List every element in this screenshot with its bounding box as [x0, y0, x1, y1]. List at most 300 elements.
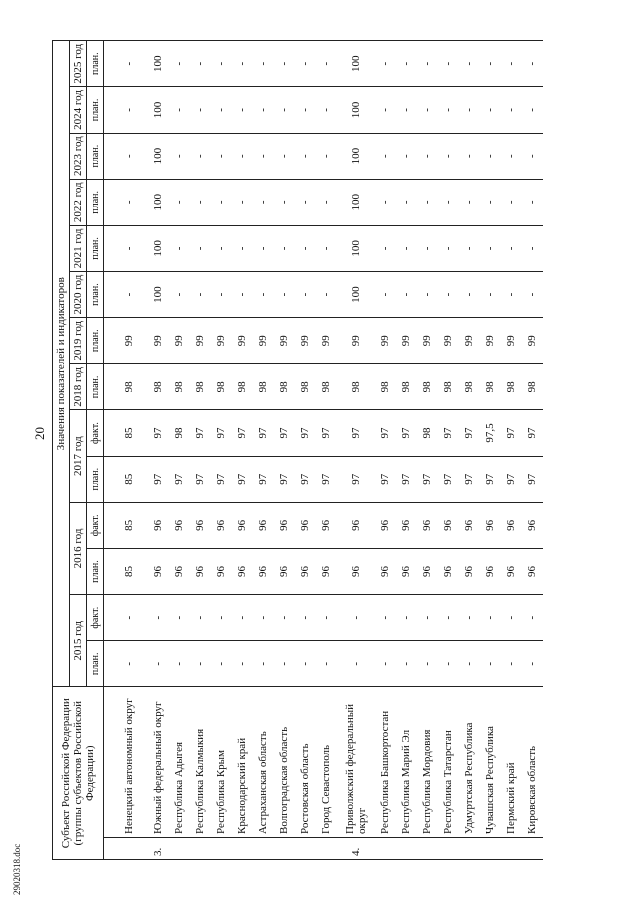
value-cell: - [417, 41, 438, 87]
value-cell: - [190, 87, 211, 133]
value-cell: - [274, 87, 295, 133]
value-cell: 96 [316, 502, 337, 548]
value-cell: - [110, 41, 148, 87]
row-index [295, 837, 316, 859]
value-cell: 96 [459, 502, 480, 548]
value-cell: 98 [110, 364, 148, 410]
year-header-2024: 2024 год [70, 87, 87, 133]
value-cell: - [522, 41, 543, 87]
table-row [211, 41, 232, 860]
subject-name: Приволжский федеральный округ [337, 687, 375, 838]
value-cell: 96 [337, 548, 375, 594]
value-cell: - [274, 272, 295, 318]
value-cell: 98 [232, 364, 253, 410]
value-cell: - [316, 133, 337, 179]
table-row [316, 41, 337, 860]
value-cell: 97 [274, 410, 295, 456]
value-cell: - [375, 87, 396, 133]
value-cell: 99 [396, 318, 417, 364]
value-cell: - [110, 641, 148, 687]
value-cell: 96 [211, 548, 232, 594]
value-cell: - [501, 87, 522, 133]
value-cell: - [190, 595, 211, 641]
value-cell: - [438, 225, 459, 271]
value-cell: 99 [480, 318, 501, 364]
value-cell: - [110, 225, 148, 271]
value-cell: 99 [438, 318, 459, 364]
table-row [522, 41, 543, 860]
value-cell: - [316, 272, 337, 318]
value-cell: 96 [190, 502, 211, 548]
value-cell: - [438, 272, 459, 318]
value-cell: - [232, 641, 253, 687]
value-cell: - [417, 179, 438, 225]
value-cell: 97 [375, 410, 396, 456]
value-cell: 96 [148, 502, 169, 548]
value-cell: - [190, 641, 211, 687]
row-index [190, 837, 211, 859]
row-index [480, 837, 501, 859]
value-cell: 100 [337, 87, 375, 133]
value-cell: 96 [274, 548, 295, 594]
value-cell: 97 [211, 456, 232, 502]
value-cell: 97 [316, 410, 337, 456]
value-cell: 97 [396, 410, 417, 456]
value-cell: - [375, 595, 396, 641]
year-header-2021: 2021 год [70, 225, 87, 271]
row-index: 4. [337, 837, 375, 859]
rotated-table-container [52, 40, 612, 860]
value-cell: - [480, 41, 501, 87]
value-cell: - [417, 87, 438, 133]
row-index [253, 837, 274, 859]
fact-header: факт. [87, 502, 104, 548]
value-cell: 99 [274, 318, 295, 364]
value-cell: - [396, 133, 417, 179]
value-cell: 97 [522, 456, 543, 502]
value-cell: - [148, 595, 169, 641]
value-cell: 98 [190, 364, 211, 410]
value-cell: - [501, 179, 522, 225]
value-cell: 100 [148, 225, 169, 271]
table-row [253, 41, 274, 860]
value-cell: - [480, 133, 501, 179]
value-cell: - [274, 595, 295, 641]
value-cell: - [169, 225, 190, 271]
value-cell: 99 [337, 318, 375, 364]
value-cell: - [169, 133, 190, 179]
value-cell: - [253, 595, 274, 641]
value-cell: 98 [480, 364, 501, 410]
value-cell: - [375, 41, 396, 87]
value-cell: 97 [232, 410, 253, 456]
row-index [522, 837, 543, 859]
value-cell: 96 [337, 502, 375, 548]
value-cell: 97,5 [480, 410, 501, 456]
value-cell: 97 [396, 456, 417, 502]
value-cell: 96 [459, 548, 480, 594]
fact-header: факт. [87, 410, 104, 456]
value-cell: - [295, 641, 316, 687]
value-cell: 96 [396, 502, 417, 548]
value-cell: 97 [211, 410, 232, 456]
value-cell: - [232, 87, 253, 133]
value-cell: - [459, 179, 480, 225]
table-row [501, 41, 522, 860]
value-cell: - [438, 87, 459, 133]
page-number: 20 [32, 427, 47, 440]
subject-name: Удмуртская Республика [459, 687, 480, 838]
subject-name: Республика Татарстан [438, 687, 459, 838]
subject-name: Краснодарский край [232, 687, 253, 838]
value-cell: 99 [190, 318, 211, 364]
value-cell: 96 [274, 502, 295, 548]
value-cell: - [459, 595, 480, 641]
value-cell: - [417, 641, 438, 687]
value-cell: - [211, 225, 232, 271]
plan-header: план. [87, 179, 104, 225]
value-cell: - [148, 641, 169, 687]
table-row [295, 41, 316, 860]
value-cell: - [375, 641, 396, 687]
plan-header: план. [87, 641, 104, 687]
value-cell: - [295, 595, 316, 641]
subject-name: Пермский край [501, 687, 522, 838]
value-cell: 100 [337, 225, 375, 271]
value-cell: 98 [274, 364, 295, 410]
value-cell: 99 [169, 318, 190, 364]
value-cell: 97 [337, 410, 375, 456]
subject-name: Астраханская область [253, 687, 274, 838]
value-cell: 99 [148, 318, 169, 364]
value-cell: 100 [337, 133, 375, 179]
value-cell: - [110, 133, 148, 179]
table-row [274, 41, 295, 860]
value-cell: - [316, 595, 337, 641]
value-cell: 97 [522, 410, 543, 456]
value-cell: - [190, 272, 211, 318]
value-cell: - [480, 179, 501, 225]
value-cell: - [169, 595, 190, 641]
value-cell: - [295, 225, 316, 271]
value-cell: 96 [375, 502, 396, 548]
value-cell: - [232, 272, 253, 318]
plan-header: план. [87, 225, 104, 271]
value-cell: 99 [253, 318, 274, 364]
table-row [417, 41, 438, 860]
row-index [396, 837, 417, 859]
plan-header: план. [87, 272, 104, 318]
value-cell: - [438, 595, 459, 641]
value-cell: 100 [148, 87, 169, 133]
value-cell: 97 [459, 410, 480, 456]
value-cell: - [522, 87, 543, 133]
value-cell: - [169, 641, 190, 687]
value-cell: - [169, 179, 190, 225]
value-cell: - [190, 41, 211, 87]
value-cell: 97 [375, 456, 396, 502]
value-cell: 98 [375, 364, 396, 410]
value-cell: 96 [501, 502, 522, 548]
value-cell: - [417, 272, 438, 318]
year-header-2015: 2015 год [70, 595, 87, 687]
value-cell: - [316, 179, 337, 225]
value-cell: 97 [480, 456, 501, 502]
value-cell: 97 [417, 456, 438, 502]
table-row [232, 41, 253, 860]
subject-name: Город Севастополь [316, 687, 337, 838]
subject-name: Кировская область [522, 687, 543, 838]
value-cell: 97 [253, 456, 274, 502]
value-cell: - [417, 225, 438, 271]
value-cell: 97 [274, 456, 295, 502]
value-cell: - [438, 133, 459, 179]
value-cell: 97 [316, 456, 337, 502]
row-index [110, 837, 148, 859]
value-cell: - [396, 87, 417, 133]
value-cell: - [274, 641, 295, 687]
value-cell: 100 [148, 272, 169, 318]
plan-header: план. [87, 456, 104, 502]
row-index [501, 837, 522, 859]
plan-header: план. [87, 87, 104, 133]
table-body [104, 41, 544, 860]
value-cell: - [316, 225, 337, 271]
table-row [480, 41, 501, 860]
value-cell: - [232, 133, 253, 179]
value-cell: 96 [169, 548, 190, 594]
value-cell: 96 [375, 548, 396, 594]
value-cell: - [480, 595, 501, 641]
value-cell: - [190, 133, 211, 179]
row-index [438, 837, 459, 859]
value-cell: - [211, 272, 232, 318]
value-cell: 96 [232, 548, 253, 594]
value-cell: 99 [295, 318, 316, 364]
value-cell: 96 [480, 502, 501, 548]
value-cell: 98 [522, 364, 543, 410]
value-cell: - [501, 133, 522, 179]
value-cell: - [274, 133, 295, 179]
value-cell: - [253, 179, 274, 225]
value-cell: - [522, 133, 543, 179]
value-cell: 97 [253, 410, 274, 456]
value-cell: 96 [417, 548, 438, 594]
value-cell: - [253, 272, 274, 318]
value-cell: - [169, 272, 190, 318]
value-cell: - [253, 641, 274, 687]
subject-name: Республика Марий Эл [396, 687, 417, 838]
row-index [274, 837, 295, 859]
value-cell: 85 [110, 548, 148, 594]
value-cell: - [480, 641, 501, 687]
value-cell: 98 [396, 364, 417, 410]
value-cell: 96 [253, 548, 274, 594]
value-cell: 97 [148, 410, 169, 456]
value-cell: - [501, 595, 522, 641]
value-cell: - [417, 133, 438, 179]
value-cell: - [480, 87, 501, 133]
value-cell: 97 [295, 456, 316, 502]
value-cell: - [396, 272, 417, 318]
row-index [169, 837, 190, 859]
value-cell: - [274, 225, 295, 271]
table-row [438, 41, 459, 860]
value-cell: 99 [110, 318, 148, 364]
value-cell: 98 [459, 364, 480, 410]
plan-header: план. [87, 41, 104, 87]
value-cell: - [375, 272, 396, 318]
value-cell: 96 [211, 502, 232, 548]
value-cell: 85 [110, 456, 148, 502]
subject-name: Ростовская область [295, 687, 316, 838]
value-cell: 100 [337, 179, 375, 225]
value-cell: 96 [522, 548, 543, 594]
value-cell: 99 [501, 318, 522, 364]
value-cell: 96 [253, 502, 274, 548]
value-cell: - [169, 87, 190, 133]
value-cell: - [316, 641, 337, 687]
row-index: 3. [148, 837, 169, 859]
value-cell: - [211, 41, 232, 87]
subject-name: Волгоградская область [274, 687, 295, 838]
value-cell: 97 [501, 456, 522, 502]
value-cell: 97 [169, 456, 190, 502]
value-cell: - [522, 179, 543, 225]
value-cell: - [110, 179, 148, 225]
value-cell: - [522, 641, 543, 687]
value-cell: 98 [316, 364, 337, 410]
row-index [232, 837, 253, 859]
table-row [375, 41, 396, 860]
value-cell: - [480, 225, 501, 271]
value-cell: 96 [190, 548, 211, 594]
value-cell: - [522, 595, 543, 641]
value-cell: 85 [110, 502, 148, 548]
value-cell: - [522, 272, 543, 318]
value-cell: - [375, 225, 396, 271]
value-cell: 100 [148, 179, 169, 225]
value-cell: - [253, 133, 274, 179]
value-cell: - [232, 225, 253, 271]
row-index [211, 837, 232, 859]
value-cell: - [253, 41, 274, 87]
value-cell: 97 [148, 456, 169, 502]
value-cell: 98 [169, 364, 190, 410]
value-cell: 97 [438, 456, 459, 502]
value-cell: - [459, 41, 480, 87]
value-cell: 98 [253, 364, 274, 410]
value-cell: 96 [438, 548, 459, 594]
value-cell: - [232, 41, 253, 87]
subject-column-header: Субъект Российской Федерации (группы субъектов Российской Федерации) [53, 687, 104, 860]
value-cell: - [337, 641, 375, 687]
value-cell: 97 [337, 456, 375, 502]
value-cell: 99 [459, 318, 480, 364]
subject-name: Ненецкий автономный округ [110, 687, 148, 838]
value-cell: - [501, 641, 522, 687]
value-cell: 96 [295, 502, 316, 548]
value-cell: - [417, 595, 438, 641]
value-cell: 85 [110, 410, 148, 456]
value-cell: 99 [316, 318, 337, 364]
value-cell: - [396, 41, 417, 87]
value-cell: - [375, 179, 396, 225]
value-cell: - [480, 272, 501, 318]
subject-name: Республика Мордовия [417, 687, 438, 838]
value-cell: 100 [337, 41, 375, 87]
value-cell: - [190, 225, 211, 271]
value-cell: 98 [169, 410, 190, 456]
value-cell: - [190, 179, 211, 225]
value-cell: - [295, 41, 316, 87]
row-index [375, 837, 396, 859]
plan-header: план. [87, 133, 104, 179]
table-row [190, 41, 211, 860]
plan-header: план. [87, 548, 104, 594]
value-cell: - [396, 225, 417, 271]
value-cell: 97 [438, 410, 459, 456]
value-cell: - [110, 87, 148, 133]
value-cell: - [459, 272, 480, 318]
value-cell: - [396, 641, 417, 687]
value-cell: - [396, 595, 417, 641]
plan-header: план. [87, 318, 104, 364]
table-row [459, 41, 480, 860]
value-cell: - [110, 272, 148, 318]
value-cell: - [211, 595, 232, 641]
value-cell: 96 [522, 502, 543, 548]
value-cell: - [501, 272, 522, 318]
table-row [169, 41, 190, 860]
year-header-2020: 2020 год [70, 272, 87, 318]
value-cell: - [438, 641, 459, 687]
value-cell: 96 [169, 502, 190, 548]
indicators-table [52, 40, 543, 860]
year-header-2016: 2016 год [70, 502, 87, 594]
value-cell: 98 [295, 364, 316, 410]
value-cell: 96 [396, 548, 417, 594]
value-cell: 96 [438, 502, 459, 548]
value-cell: 99 [375, 318, 396, 364]
value-cell: - [274, 179, 295, 225]
value-cell: - [316, 41, 337, 87]
value-cell: 96 [417, 502, 438, 548]
value-cell: 96 [316, 548, 337, 594]
value-cell: 98 [148, 364, 169, 410]
value-cell: - [295, 87, 316, 133]
plan-header: план. [87, 364, 104, 410]
row-index [459, 837, 480, 859]
value-cell: 99 [417, 318, 438, 364]
value-cell: 98 [337, 364, 375, 410]
value-cell: - [396, 179, 417, 225]
table-row [396, 41, 417, 860]
value-cell: 98 [438, 364, 459, 410]
value-cell: 97 [190, 456, 211, 502]
value-cell: 96 [232, 502, 253, 548]
table-row [110, 41, 148, 860]
year-header-2018: 2018 год [70, 364, 87, 410]
value-cell: - [232, 595, 253, 641]
value-cell: - [295, 272, 316, 318]
value-cell: - [295, 179, 316, 225]
value-cell: 96 [501, 548, 522, 594]
value-cell: 99 [522, 318, 543, 364]
value-cell: - [253, 87, 274, 133]
value-cell: 97 [295, 410, 316, 456]
value-cell: - [274, 41, 295, 87]
